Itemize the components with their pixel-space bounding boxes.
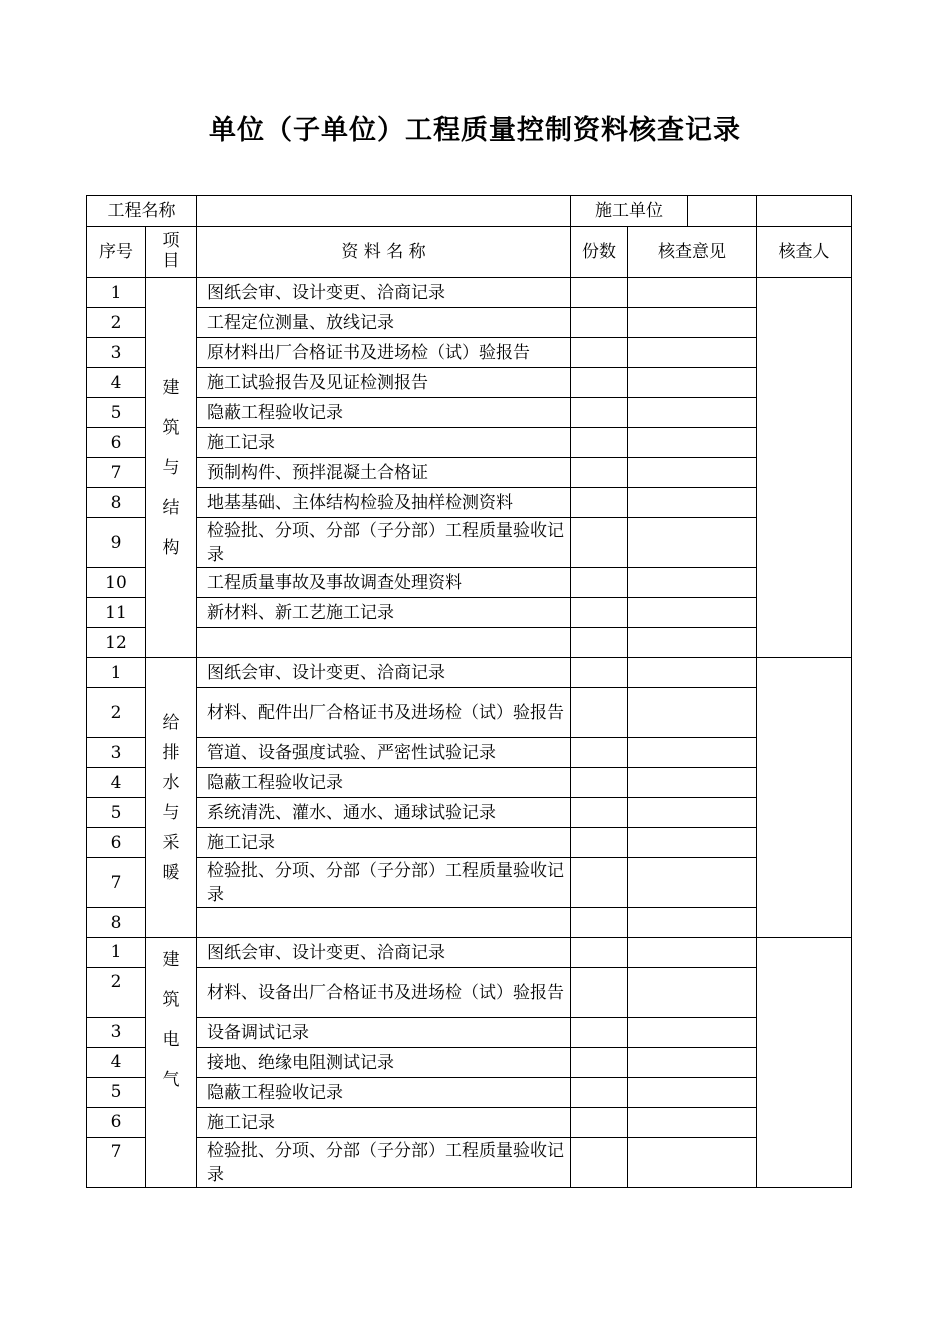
table-row <box>87 738 852 768</box>
table-row <box>87 278 852 308</box>
document-name: 材料、配件出厂合格证书及进场检（试）验报告 <box>197 688 571 738</box>
copies-cell[interactable] <box>571 1138 628 1188</box>
opinion-cell[interactable] <box>628 938 757 968</box>
copies-cell[interactable] <box>571 308 628 338</box>
table-row <box>87 428 852 458</box>
row-number: 7 <box>87 858 146 908</box>
checker-cell[interactable] <box>757 658 852 938</box>
opinion-cell[interactable] <box>628 908 757 938</box>
row-number: 6 <box>87 428 146 458</box>
header-row-project <box>87 196 852 227</box>
contractor-field-b[interactable] <box>757 196 852 227</box>
table-row <box>87 1138 852 1188</box>
category-cell <box>146 938 197 1188</box>
table-row <box>87 1048 852 1078</box>
document-name: 检验批、分项、分部（子分部）工程质量验收记录 <box>197 1138 571 1188</box>
document-name: 施工记录 <box>197 828 571 858</box>
row-number: 4 <box>87 1048 146 1078</box>
copies-cell[interactable] <box>571 338 628 368</box>
opinion-cell[interactable] <box>628 828 757 858</box>
row-number: 3 <box>87 1018 146 1048</box>
row-number: 5 <box>87 798 146 828</box>
row-number: 4 <box>87 368 146 398</box>
document-name: 工程质量事故及事故调查处理资料 <box>197 568 571 598</box>
opinion-cell[interactable] <box>628 688 757 738</box>
row-number: 2 <box>87 688 146 738</box>
table-row <box>87 598 852 628</box>
table-row <box>87 858 852 908</box>
opinion-cell[interactable] <box>628 428 757 458</box>
opinion-cell[interactable] <box>628 968 757 1018</box>
col-opinion: 核查意见 <box>628 227 757 278</box>
copies-cell[interactable] <box>571 1108 628 1138</box>
document-name: 系统清洗、灌水、通水、通球试验记录 <box>197 798 571 828</box>
document-name: 管道、设备强度试验、严密性试验记录 <box>197 738 571 768</box>
copies-cell[interactable] <box>571 908 628 938</box>
row-number: 6 <box>87 1108 146 1138</box>
row-number: 8 <box>87 488 146 518</box>
document-name: 地基基础、主体结构检验及抽样检测资料 <box>197 488 571 518</box>
table-row <box>87 398 852 428</box>
opinion-cell[interactable] <box>628 1108 757 1138</box>
copies-cell[interactable] <box>571 658 628 688</box>
row-number: 9 <box>87 518 146 568</box>
project-name-label: 工程名称 <box>87 196 197 227</box>
col-item <box>146 227 197 278</box>
table-row <box>87 908 852 938</box>
document-name: 图纸会审、设计变更、洽商记录 <box>197 278 571 308</box>
table-row <box>87 308 852 338</box>
row-number: 12 <box>87 628 146 658</box>
row-number: 3 <box>87 338 146 368</box>
document-name: 接地、绝缘电阻测试记录 <box>197 1048 571 1078</box>
document-name: 隐蔽工程验收记录 <box>197 768 571 798</box>
contractor-label: 施工单位 <box>571 196 688 226</box>
row-number: 3 <box>87 738 146 768</box>
copies-cell[interactable] <box>571 628 628 658</box>
category-cell <box>146 658 197 938</box>
document-name: 检验批、分项、分部（子分部）工程质量验收记录 <box>197 518 571 568</box>
document-name: 施工记录 <box>197 1108 571 1138</box>
copies-cell[interactable] <box>571 938 628 968</box>
table-row <box>87 518 852 568</box>
opinion-cell[interactable] <box>628 768 757 798</box>
row-number: 1 <box>87 938 146 968</box>
page-title: 单位（子单位）工程质量控制资料核查记录 <box>209 115 741 146</box>
document-name: 图纸会审、设计变更、洽商记录 <box>197 938 571 968</box>
document-name: 施工试验报告及见证检测报告 <box>197 368 571 398</box>
row-number: 11 <box>87 598 146 628</box>
document-name: 新材料、新工艺施工记录 <box>197 598 571 628</box>
opinion-cell[interactable] <box>628 598 757 628</box>
copies-cell[interactable] <box>571 1018 628 1048</box>
table-row <box>87 488 852 518</box>
project-name-field[interactable] <box>197 196 571 227</box>
table-row <box>87 1108 852 1138</box>
copies-cell[interactable] <box>571 1078 628 1108</box>
document-name: 隐蔽工程验收记录 <box>197 398 571 428</box>
table-row <box>87 568 852 598</box>
row-number: 7 <box>87 1138 146 1188</box>
row-number: 7 <box>87 458 146 488</box>
opinion-cell[interactable] <box>628 1018 757 1048</box>
opinion-cell[interactable] <box>628 338 757 368</box>
contractor-field-a[interactable] <box>688 196 756 226</box>
category-label: 建筑电气 <box>162 950 180 1090</box>
copies-cell[interactable] <box>571 768 628 798</box>
contractor-cell <box>571 196 757 227</box>
col-checker: 核查人 <box>757 227 852 278</box>
table-row <box>87 968 852 1018</box>
table-row <box>87 338 852 368</box>
document-name: 隐蔽工程验收记录 <box>197 1078 571 1108</box>
opinion-cell[interactable] <box>628 308 757 338</box>
document-name: 预制构件、预拌混凝土合格证 <box>197 458 571 488</box>
copies-cell[interactable] <box>571 518 628 568</box>
opinion-cell[interactable] <box>628 278 757 308</box>
opinion-cell[interactable] <box>628 398 757 428</box>
table-row <box>87 768 852 798</box>
copies-cell[interactable] <box>571 738 628 768</box>
row-number: 5 <box>87 1078 146 1108</box>
copies-cell[interactable] <box>571 598 628 628</box>
category-label: 给排水与采暖 <box>162 712 180 883</box>
copies-cell[interactable] <box>571 968 628 1018</box>
table-row <box>87 1078 852 1108</box>
opinion-cell[interactable] <box>628 368 757 398</box>
copies-cell[interactable] <box>571 858 628 908</box>
opinion-cell[interactable] <box>628 798 757 828</box>
copies-cell[interactable] <box>571 688 628 738</box>
table-row <box>87 938 852 968</box>
table-row <box>87 628 852 658</box>
table-row <box>87 798 852 828</box>
opinion-cell[interactable] <box>628 458 757 488</box>
row-number: 6 <box>87 828 146 858</box>
copies-cell[interactable] <box>571 568 628 598</box>
document-name: 原材料出厂合格证书及进场检（试）验报告 <box>197 338 571 368</box>
opinion-cell[interactable] <box>628 858 757 908</box>
row-number: 1 <box>87 278 146 308</box>
checker-cell[interactable] <box>757 938 852 1188</box>
copies-cell[interactable] <box>571 428 628 458</box>
document-name: 设备调试记录 <box>197 1018 571 1048</box>
opinion-cell[interactable] <box>628 658 757 688</box>
row-number: 5 <box>87 398 146 428</box>
table-row <box>87 458 852 488</box>
document-name: 工程定位测量、放线记录 <box>197 308 571 338</box>
document-name: 检验批、分项、分部（子分部）工程质量验收记录 <box>197 858 571 908</box>
document-name: 施工记录 <box>197 428 571 458</box>
opinion-cell[interactable] <box>628 1138 757 1188</box>
quality-control-table <box>86 195 852 1188</box>
row-number: 10 <box>87 568 146 598</box>
document-name <box>197 628 571 658</box>
opinion-cell[interactable] <box>628 488 757 518</box>
document-name: 材料、设备出厂合格证书及进场检（试）验报告 <box>197 968 571 1018</box>
document-name: 图纸会审、设计变更、洽商记录 <box>197 658 571 688</box>
col-copies: 份数 <box>571 227 628 278</box>
col-seq: 序号 <box>87 227 146 278</box>
document-name <box>197 908 571 938</box>
table-row <box>87 658 852 688</box>
row-number: 8 <box>87 908 146 938</box>
table-row <box>87 688 852 738</box>
copies-cell[interactable] <box>571 278 628 308</box>
opinion-cell[interactable] <box>628 1048 757 1078</box>
table-row <box>87 1018 852 1048</box>
copies-cell[interactable] <box>571 398 628 428</box>
opinion-cell[interactable] <box>628 568 757 598</box>
col-doc-name: 资 料 名 称 <box>197 227 571 278</box>
table-row <box>87 368 852 398</box>
opinion-cell[interactable] <box>628 628 757 658</box>
col-item-label: 项目 <box>162 231 180 271</box>
category-label: 建筑与结构 <box>162 377 180 558</box>
copies-cell[interactable] <box>571 828 628 858</box>
row-number: 1 <box>87 658 146 688</box>
copies-cell[interactable] <box>571 488 628 518</box>
table-row <box>87 828 852 858</box>
row-number: 2 <box>87 308 146 338</box>
copies-cell[interactable] <box>571 798 628 828</box>
row-number: 4 <box>87 768 146 798</box>
copies-cell[interactable] <box>571 368 628 398</box>
row-number: 2 <box>87 968 146 1018</box>
column-header-row <box>87 227 852 278</box>
opinion-cell[interactable] <box>628 738 757 768</box>
opinion-cell[interactable] <box>628 518 757 568</box>
copies-cell[interactable] <box>571 458 628 488</box>
checker-cell[interactable] <box>757 278 852 658</box>
copies-cell[interactable] <box>571 1048 628 1078</box>
category-cell <box>146 278 197 658</box>
opinion-cell[interactable] <box>628 1078 757 1108</box>
